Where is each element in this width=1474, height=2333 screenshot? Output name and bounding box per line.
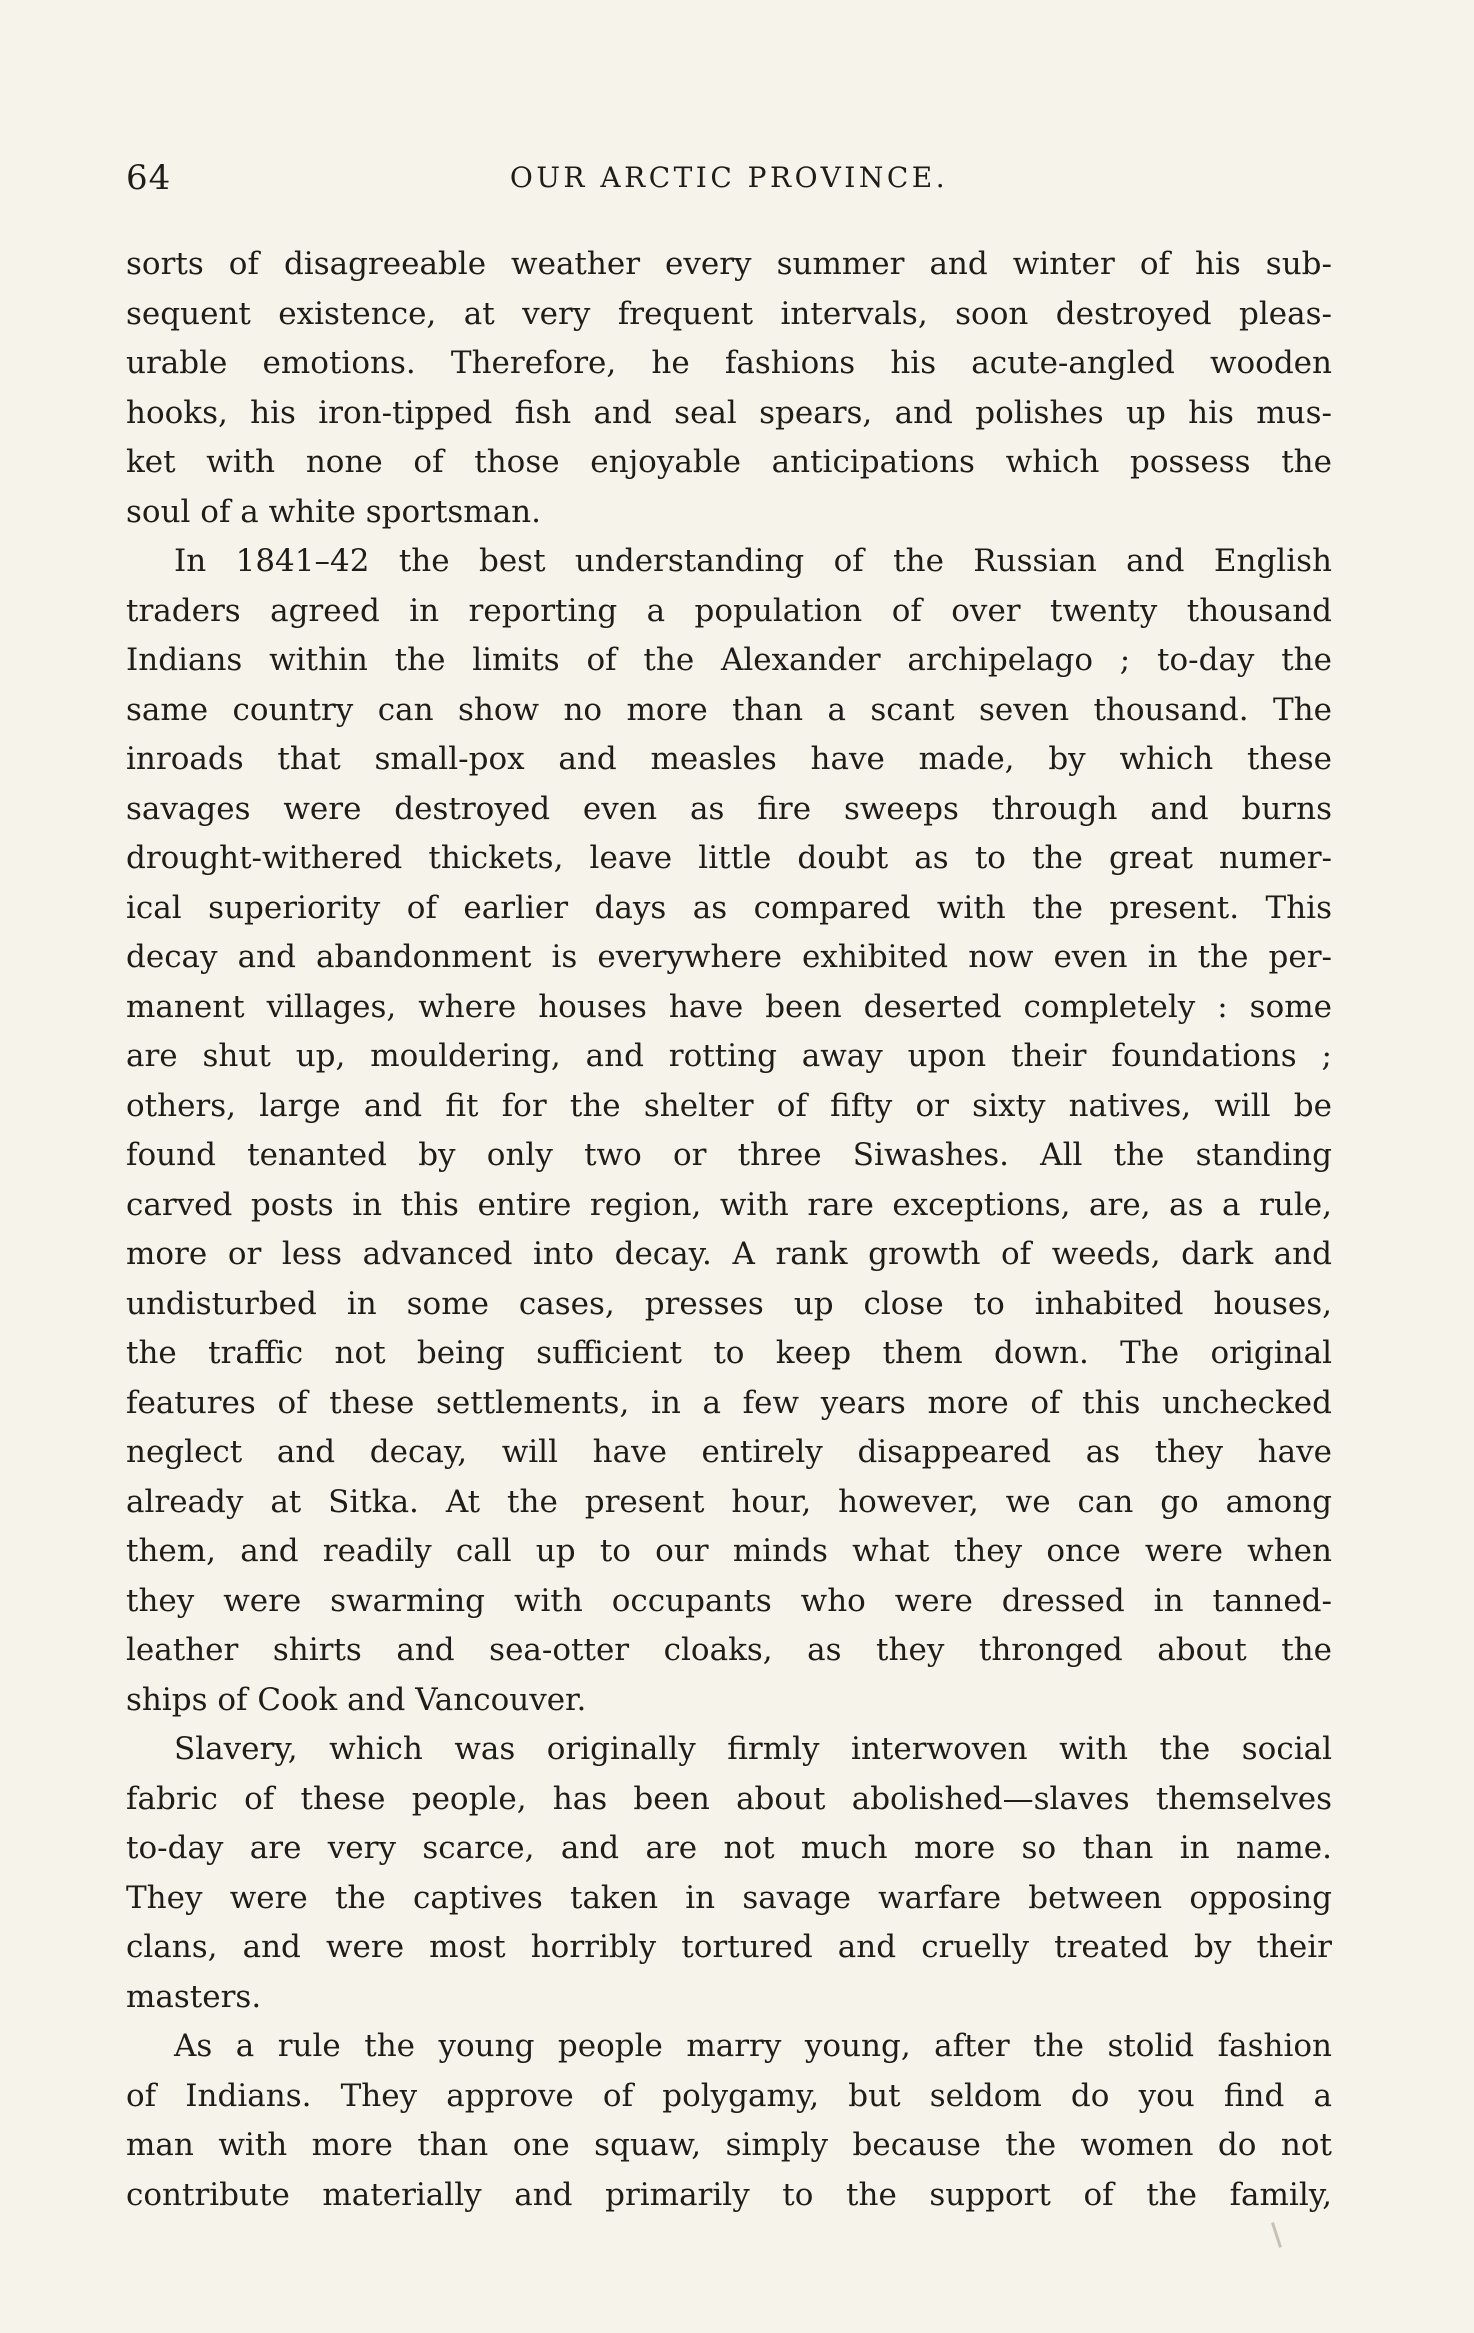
- text-line: contribute materially and primarily to the support of the family,: [126, 2176, 1332, 2213]
- text-line: the traffic not being sufficient to keep them down. The original: [126, 1335, 1332, 1371]
- text-line: features of these settlements, in a few years more of this unchecked: [126, 1384, 1332, 1421]
- text-line: ical superiority of earlier days as compared with the present. This: [126, 889, 1332, 926]
- page-number: 64: [126, 158, 172, 198]
- paragraph-2: [126, 537, 1332, 1725]
- text-line: others, large and fit for the shelter of fifty or sixty natives, will be: [126, 1087, 1332, 1124]
- text-line: masters.: [126, 1978, 262, 2015]
- text-line: Slavery, which was originally firmly interwoven with the social: [174, 1731, 1332, 1767]
- paragraph-3: [126, 1725, 1332, 2022]
- text-line: sorts of disagreeable weather every summer and winter of his sub-: [126, 246, 1332, 282]
- stray-ink-mark: [1271, 2222, 1282, 2248]
- text-line: ships of Cook and Vancouver.: [126, 1681, 587, 1718]
- text-line: man with more than one squaw, simply because the women do not: [126, 2127, 1332, 2163]
- paragraph-4: [126, 2022, 1332, 2220]
- text-line: drought-withered thickets, leave little doubt as to the great numer-: [126, 840, 1332, 876]
- text-line: ket with none of those enjoyable anticipations which possess the: [126, 444, 1332, 480]
- paragraph-1: [126, 240, 1332, 537]
- text-line: They were the captives taken in savage warfare between opposing: [126, 1879, 1332, 1916]
- text-line: fabric of these people, has been about abolished—slaves themselves: [126, 1780, 1332, 1817]
- text-line: savages were destroyed even as fire sweeps through and burns: [126, 790, 1332, 827]
- text-line: soul of a white sportsman.: [126, 493, 542, 530]
- text-line: found tenanted by only two or three Siwashes. All the standing: [126, 1137, 1332, 1173]
- text-line: more or less advanced into decay. A rank growth of weeds, dark and: [126, 1236, 1332, 1272]
- text-line: to-day are very scarce, and are not much more so than in name.: [126, 1830, 1332, 1866]
- text-line: carved posts in this entire region, with rare exceptions, are, as a rule,: [126, 1186, 1332, 1223]
- body-text: [126, 240, 1332, 2220]
- text-line: manent villages, where houses have been deserted completely : some: [126, 988, 1332, 1025]
- text-line: clans, and were most horribly tortured and cruelly treated by their: [126, 1929, 1332, 1965]
- text-line: As a rule the young people marry young, after the stolid fashion: [174, 2028, 1332, 2064]
- text-line: sequent existence, at very frequent intervals, soon destroyed pleas-: [126, 295, 1332, 332]
- text-line: neglect and decay, will have entirely disappeared as they have: [126, 1434, 1332, 1470]
- text-line: traders agreed in reporting a population of over twenty thousand: [126, 592, 1332, 629]
- text-line: undisturbed in some cases, presses up close to inhabited houses,: [126, 1285, 1332, 1322]
- text-line: inroads that small-pox and measles have made, by which these: [126, 741, 1332, 777]
- text-line: hooks, his iron-tipped fish and seal spears, and polishes up his mus-: [126, 394, 1332, 431]
- text-line: In 1841–42 the best understanding of the Russian and English: [174, 543, 1332, 579]
- text-line: same country can show no more than a scant seven thousand. The: [126, 691, 1332, 728]
- text-line: they were swarming with occupants who were dressed in tanned-: [126, 1582, 1332, 1619]
- running-title: OUR ARCTIC PROVINCE.: [509, 161, 949, 194]
- text-line: decay and abandonment is everywhere exhibited now even in the per-: [126, 939, 1332, 975]
- text-line: Indians within the limits of the Alexander archipelago ; to-day the: [126, 642, 1332, 678]
- running-head: [126, 158, 1332, 206]
- text-line: leather shirts and sea-otter cloaks, as they thronged about the: [126, 1632, 1332, 1668]
- text-line: are shut up, mouldering, and rotting away upon their foundations ;: [126, 1038, 1332, 1074]
- text-line: urable emotions. Therefore, he fashions his acute-angled wooden: [126, 345, 1332, 381]
- text-line: already at Sitka. At the present hour, however, we can go among: [126, 1483, 1332, 1520]
- text-line: of Indians. They approve of polygamy, but seldom do you find a: [126, 2077, 1332, 2114]
- text-line: them, and readily call up to our minds what they once were when: [126, 1533, 1332, 1569]
